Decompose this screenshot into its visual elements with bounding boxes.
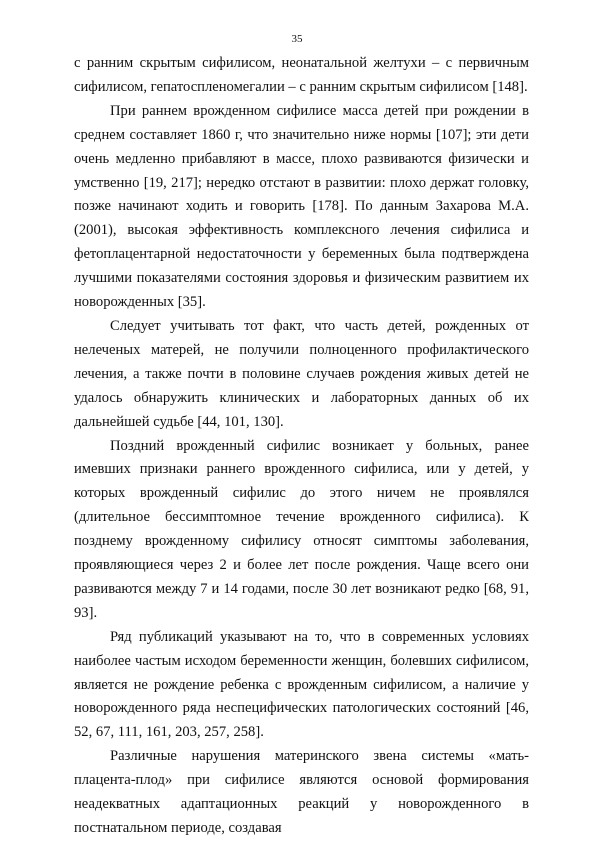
body-text (74, 52, 529, 841)
paragraph: Различные нарушения материнского звена системы «мать-плацента-плод» при сифилисе являются основой формирования неадекватных адаптационных реакций у новорожденного в постнатальном периоде, создавая (74, 748, 529, 836)
paragraph: Ряд публикаций указывают на то, что в современных условиях наиболее частым исходом беременности женщин, болевших сифилисом, является не рождение ребенка с врожденным сифилисом, а наличие у новорожденного ряда неспецифических патологических состояний [46, 52, 67, 111, 161, 203, 257, 258]. (74, 628, 529, 741)
paragraph: с ранним скрытым сифилисом, неонатальной желтухи – с первичным сифилисом, гепатоспленомегалии – с ранним скрытым сифилисом [148]. (74, 55, 529, 95)
paragraph: Поздний врожденный сифилис возникает у больных, ранее имевших признаки раннего врожденного сифилиса, или у детей, у которых врожденный сифилис до этого ничем не проявлялся (длительное бессимптомное течение врожденного сифилиса). К позднему врожденному сифилису относят симптомы заболевания, проявляющиеся через 2 и более лет после рождения. Чаще всего они развиваются между 7 и 14 годами, после 30 лет возникают редко [68, 91, 93]. (74, 437, 529, 621)
paragraph: Следует учитывать тот факт, что часть детей, рожденных от нелеченых матерей, не получили полноценного профилактического лечения, а также почти в половине случаев рождения живых детей не удалось обнаружить клинических и лабораторных данных об их дальнейшей судьбе [44, 101, 130]. (74, 317, 529, 430)
paragraph: При раннем врожденном сифилисе масса детей при рождении в среднем составляет 1860 г, что значительно ниже нормы [107]; эти дети очень медленно прибавляют в массе, плохо развиваются физически и умственно [19, 217]; нередко отстают в развитии: плохо держат головку, позже начинают ходить и говорить [178]. По данным Захарова М.А. (2001), высокая эффективность комплексного лечения сифилиса и фетоплацентарной недостаточности у беременных была подтверждена лучшими показателями состояния здоровья и физическим развитием их новорожденных [35]. (74, 102, 529, 311)
page-number: 35 (291, 33, 303, 45)
